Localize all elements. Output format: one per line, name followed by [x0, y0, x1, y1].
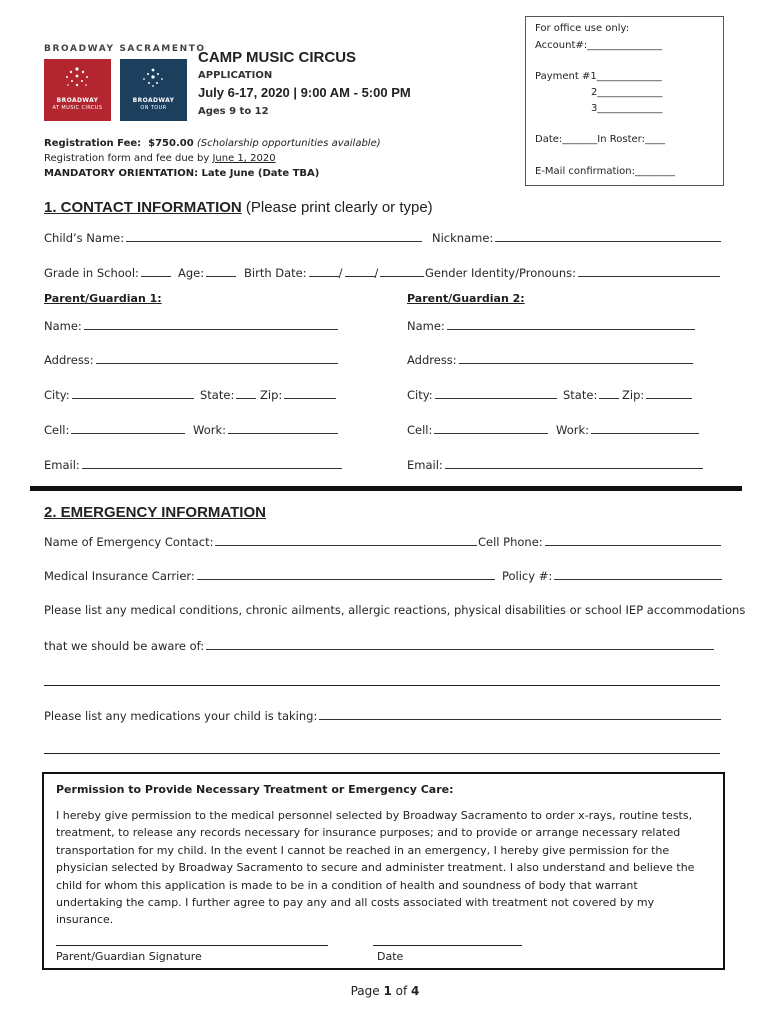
state-label: State:	[563, 388, 598, 402]
contact-heading-note: (Please print clearly or type)	[241, 199, 433, 216]
age-field[interactable]	[178, 265, 236, 280]
permission-line: physician selected by Broadway Sacramento to secure and administer treatment. I also understand and believe the	[56, 861, 695, 875]
emergency-contact-label: Name of Emergency Contact:	[44, 535, 214, 549]
parent1-email-field[interactable]	[44, 457, 342, 472]
age-label: Age:	[178, 266, 205, 280]
zip-label: Zip:	[260, 388, 283, 402]
office-payment2-field[interactable]: 2_____________	[591, 87, 663, 98]
broadway-music-circus-logo	[44, 59, 111, 121]
date-line[interactable]	[373, 945, 522, 946]
aware-label: that we should be aware of:	[44, 639, 205, 653]
policy-field[interactable]	[502, 568, 722, 583]
work-label: Work:	[556, 423, 589, 437]
logo-left-line1: BROADWAY	[56, 97, 99, 104]
orientation-note: MANDATORY ORIENTATION: Late June (Date TBA)	[44, 168, 320, 179]
logo-right-line2: ON TOUR	[140, 105, 167, 111]
parent1-name-field[interactable]	[44, 318, 338, 333]
medications-field[interactable]	[44, 708, 721, 723]
contact-heading	[44, 199, 433, 216]
birth-date-field[interactable]	[244, 265, 424, 280]
parent1-heading: Parent/Guardian 1:	[44, 292, 162, 305]
cell-phone-label: Cell Phone:	[478, 535, 543, 549]
camp-subtitle: APPLICATION	[198, 70, 273, 81]
name-label: Name:	[407, 319, 445, 333]
page-of: of	[391, 984, 412, 998]
signature-label: Parent/Guardian Signature	[56, 950, 202, 963]
fee-note: (Scholarship opportunities available)	[196, 138, 381, 149]
permission-title: Permission to Provide Necessary Treatment or Emergency Care:	[56, 783, 454, 796]
parent2-address-field[interactable]	[407, 352, 693, 367]
email-label: Email:	[407, 458, 443, 472]
conditions-prompt: Please list any medical conditions, chronic ailments, allergic reactions, physical disabilities or school IEP accommodations	[44, 603, 746, 617]
logo-left-line2: AT MUSIC CIRCUS	[52, 105, 103, 111]
parent2-email-field[interactable]	[407, 457, 703, 472]
birth-date-label: Birth Date:	[244, 266, 307, 280]
cell-phone-field[interactable]	[478, 534, 721, 549]
child-name-label: Child’s Name:	[44, 231, 125, 245]
child-name-field[interactable]	[44, 230, 422, 245]
registration-fee	[44, 138, 381, 149]
date-separator: /	[374, 266, 379, 280]
permission-line: child for whom this application is made to be in a condition of health and soundness of body that warrant	[56, 878, 638, 892]
page-current: 1	[383, 984, 392, 998]
office-title: For office use only:	[535, 23, 630, 34]
nickname-label: Nickname:	[432, 231, 494, 245]
nickname-field[interactable]	[432, 230, 721, 245]
office-date-field[interactable]: Date:_______In Roster:____	[535, 134, 665, 145]
camp-title: CAMP MUSIC CIRCUS	[198, 49, 357, 66]
contact-heading-title: 1. CONTACT INFORMATION	[44, 199, 242, 216]
work-label: Work:	[193, 423, 226, 437]
date-label: Date	[377, 950, 404, 963]
policy-label: Policy #:	[502, 569, 553, 583]
broadway-on-tour-logo	[120, 59, 187, 121]
parent1-cell-field[interactable]	[44, 422, 185, 437]
email-label: Email:	[44, 458, 80, 472]
gender-field[interactable]	[425, 265, 720, 280]
page-number	[0, 984, 770, 998]
emergency-heading	[44, 504, 266, 521]
section-divider	[30, 486, 742, 491]
signature-line[interactable]	[56, 945, 328, 946]
grade-label: Grade in School:	[44, 266, 139, 280]
office-payment3-field[interactable]: 3_____________	[591, 103, 663, 114]
sparkle-icon	[62, 65, 92, 91]
office-payment1-field[interactable]: Payment #1_____________	[535, 71, 662, 82]
parent2-work-field[interactable]	[556, 422, 699, 437]
parent2-heading: Parent/Guardian 2:	[407, 292, 525, 305]
state-label: State:	[200, 388, 235, 402]
medications-extra-line[interactable]	[44, 753, 720, 754]
due-date: June 1, 2020	[212, 153, 276, 164]
grade-field[interactable]	[44, 265, 171, 280]
camp-dates: July 6-17, 2020 | 9:00 AM - 5:00 PM	[198, 85, 411, 100]
sparkle-icon	[138, 65, 168, 91]
medications-label: Please list any medications your child is taking:	[44, 709, 318, 723]
fee-label: Registration Fee: $750.00	[44, 138, 194, 149]
name-label: Name:	[44, 319, 82, 333]
parent1-work-field[interactable]	[193, 422, 338, 437]
page-prefix: Page	[350, 984, 384, 998]
gender-label: Gender Identity/Pronouns:	[425, 266, 576, 280]
parent1-zip-field[interactable]	[260, 387, 336, 402]
office-account-field[interactable]: Account#:_______________	[535, 40, 663, 51]
due-line	[44, 153, 276, 164]
parent1-address-field[interactable]	[44, 352, 338, 367]
parent2-name-field[interactable]	[407, 318, 695, 333]
parent2-state-field[interactable]	[563, 387, 619, 402]
office-email-field[interactable]: E-Mail confirmation:________	[535, 166, 675, 177]
logo-right-line1: BROADWAY	[132, 97, 175, 104]
permission-line: insurance.	[56, 913, 114, 927]
permission-line: I hereby give permission to the medical personnel selected by Broadway Sacramento to order x-rays, routine tests,	[56, 809, 693, 822]
city-label: City:	[44, 388, 70, 402]
emergency-heading-title: 2. EMERGENCY INFORMATION	[44, 504, 266, 521]
emergency-contact-field[interactable]	[44, 534, 477, 549]
parent2-cell-field[interactable]	[407, 422, 548, 437]
address-label: Address:	[407, 353, 457, 367]
insurance-label: Medical Insurance Carrier:	[44, 569, 195, 583]
permission-line: transportation for my child. In the event I cannot be reached in an emergency, I hereby give permission for the	[56, 843, 670, 857]
brand-name: BROADWAY SACRAMENTO	[44, 44, 206, 54]
office-use-box	[525, 16, 724, 186]
permission-text	[56, 807, 716, 929]
permission-line: treatment, to release any records necessary for insurance purposes; and to provide or arrange necessary related	[56, 826, 681, 840]
page-total: 4	[411, 984, 420, 998]
camp-ages: Ages 9 to 12	[198, 106, 269, 117]
insurance-field[interactable]	[44, 568, 495, 583]
due-text: Registration form and fee due by	[44, 153, 213, 164]
address-label: Address:	[44, 353, 94, 367]
parent1-state-field[interactable]	[200, 387, 256, 402]
conditions-extra-line[interactable]	[44, 685, 720, 686]
parent2-city-field[interactable]	[407, 387, 557, 402]
parent2-zip-field[interactable]	[622, 387, 692, 402]
zip-label: Zip:	[622, 388, 645, 402]
city-label: City:	[407, 388, 433, 402]
cell-label: Cell:	[44, 423, 70, 437]
conditions-field[interactable]	[44, 638, 714, 653]
permission-box	[42, 772, 725, 970]
parent1-city-field[interactable]	[44, 387, 194, 402]
date-separator: /	[338, 266, 343, 280]
cell-label: Cell:	[407, 423, 433, 437]
permission-line: undertaking the camp. I further agree to pay any and all costs associated with treatment not covered by my	[56, 896, 655, 910]
